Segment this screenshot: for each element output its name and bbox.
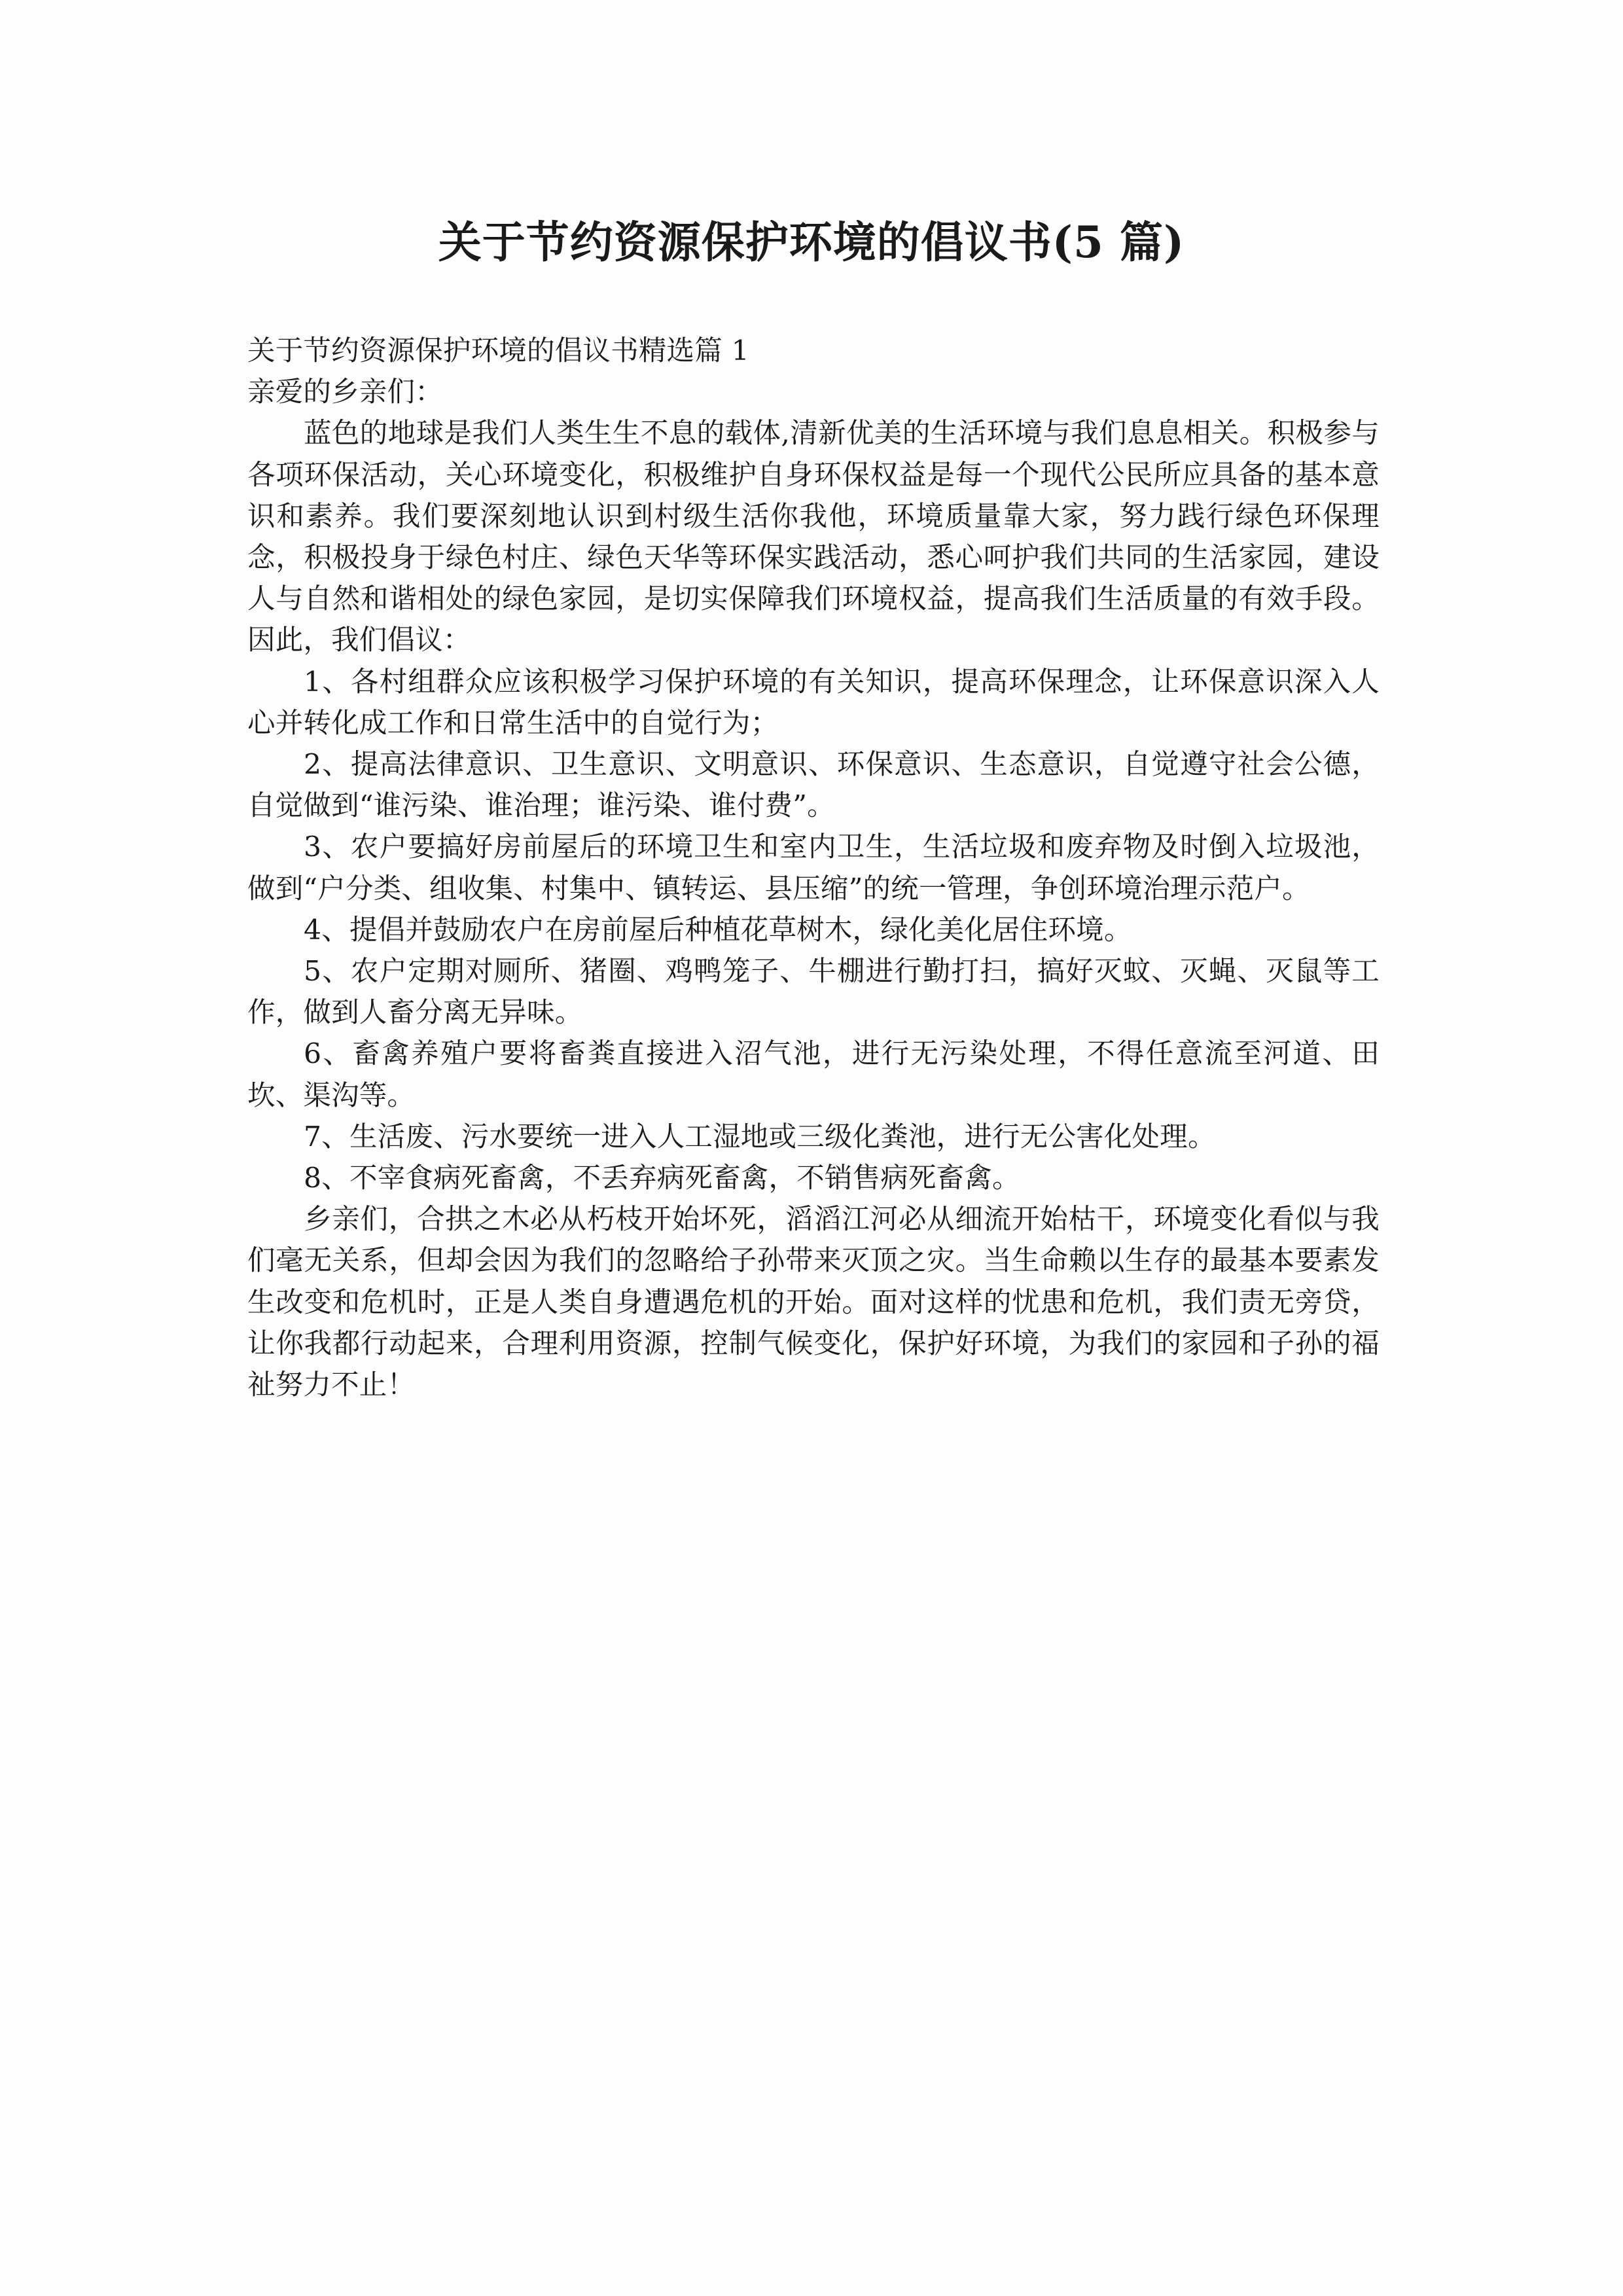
closing-paragraph: 乡亲们，合拱之木必从朽枝开始坏死，滔滔江河必从细流开始枯干，环境变化看似与我们毫无关系，但却会因为我们的忽略给子孙带来灭顶之灾。当生命赖以生存的最基本要素发生改变和危机时，正是人类自身遭遇危机的开始。面对这样的忧患和危机，我们责无旁贷，让你我都行动起来，合理利用资源，控制气候变化，保护好环境，为我们的家园和子孙的福祉努力不止！ — [247, 1204, 1380, 1402]
proposal-item: 7、生活废、污水要统一进入人工湿地或三级化粪池，进行无公害化处理。 — [304, 1121, 1216, 1153]
proposal-item: 1、各村组群众应该积极学习保护环境的有关知识，提高环保理念，让环保意识深入人心并转化成工作和日常生活中的自觉行为； — [247, 666, 1380, 740]
page-title: 关于节约资源保护环境的倡议书(5 篇) — [438, 217, 1185, 268]
proposal-item: 2、提高法律意识、卫生意识、文明意识、环保意识、生态意识，自觉遵守社会公德，自觉做到“谁污染、谁治理；谁污染、谁付费”。 — [247, 749, 1380, 823]
proposal-item: 6、畜禽养殖户要将畜粪直接进入沼气池，进行无污染处理，不得任意流至河道、田坎、渠沟等。 — [247, 1038, 1380, 1112]
proposal-item: 3、农户要搞好房前屋后的环境卫生和室内卫生，生活垃圾和废弃物及时倒入垃圾池，做到“户分类、组收集、村集中、镇转运、县压缩”的统一管理，争创环境治理示范户。 — [247, 831, 1380, 905]
intro-paragraph: 蓝色的地球是我们人类生生不息的载体,清新优美的生活环境与我们息息相关。积极参与各项环保活动，关心环境变化，积极维护自身环保权益是每一个现代公民所应具备的基本意识和素养。我们要深刻地认识到村级生活你我他，环境质量靠大家，努力践行绿色环保理念，积极投身于绿色村庄、绿色天华等环保实践活动，悉心呵护我们共同的生活家园，建设人与自然和谐相处的绿色家园，是切实保障我们环境权益，提高我们生活质量的有效手段。因此，我们倡议： — [247, 418, 1380, 657]
proposal-item: 4、提倡并鼓励农户在房前屋后种植花草树木，绿化美化居住环境。 — [304, 914, 1132, 946]
proposal-item: 8、不宰食病死畜禽，不丢弃病死畜禽，不销售病死畜禽。 — [304, 1162, 1020, 1195]
proposal-item: 5、农户定期对厕所、猪圈、鸡鸭笼子、牛棚进行勤打扫，搞好灭蚊、灭蝇、灭鼠等工作，做到人畜分离无异味。 — [247, 956, 1380, 1030]
salutation: 亲爱的乡亲们： — [247, 376, 443, 409]
document-body — [247, 331, 1380, 1406]
document-subtitle: 关于节约资源保护环境的倡议书精选篇 1 — [247, 335, 749, 367]
